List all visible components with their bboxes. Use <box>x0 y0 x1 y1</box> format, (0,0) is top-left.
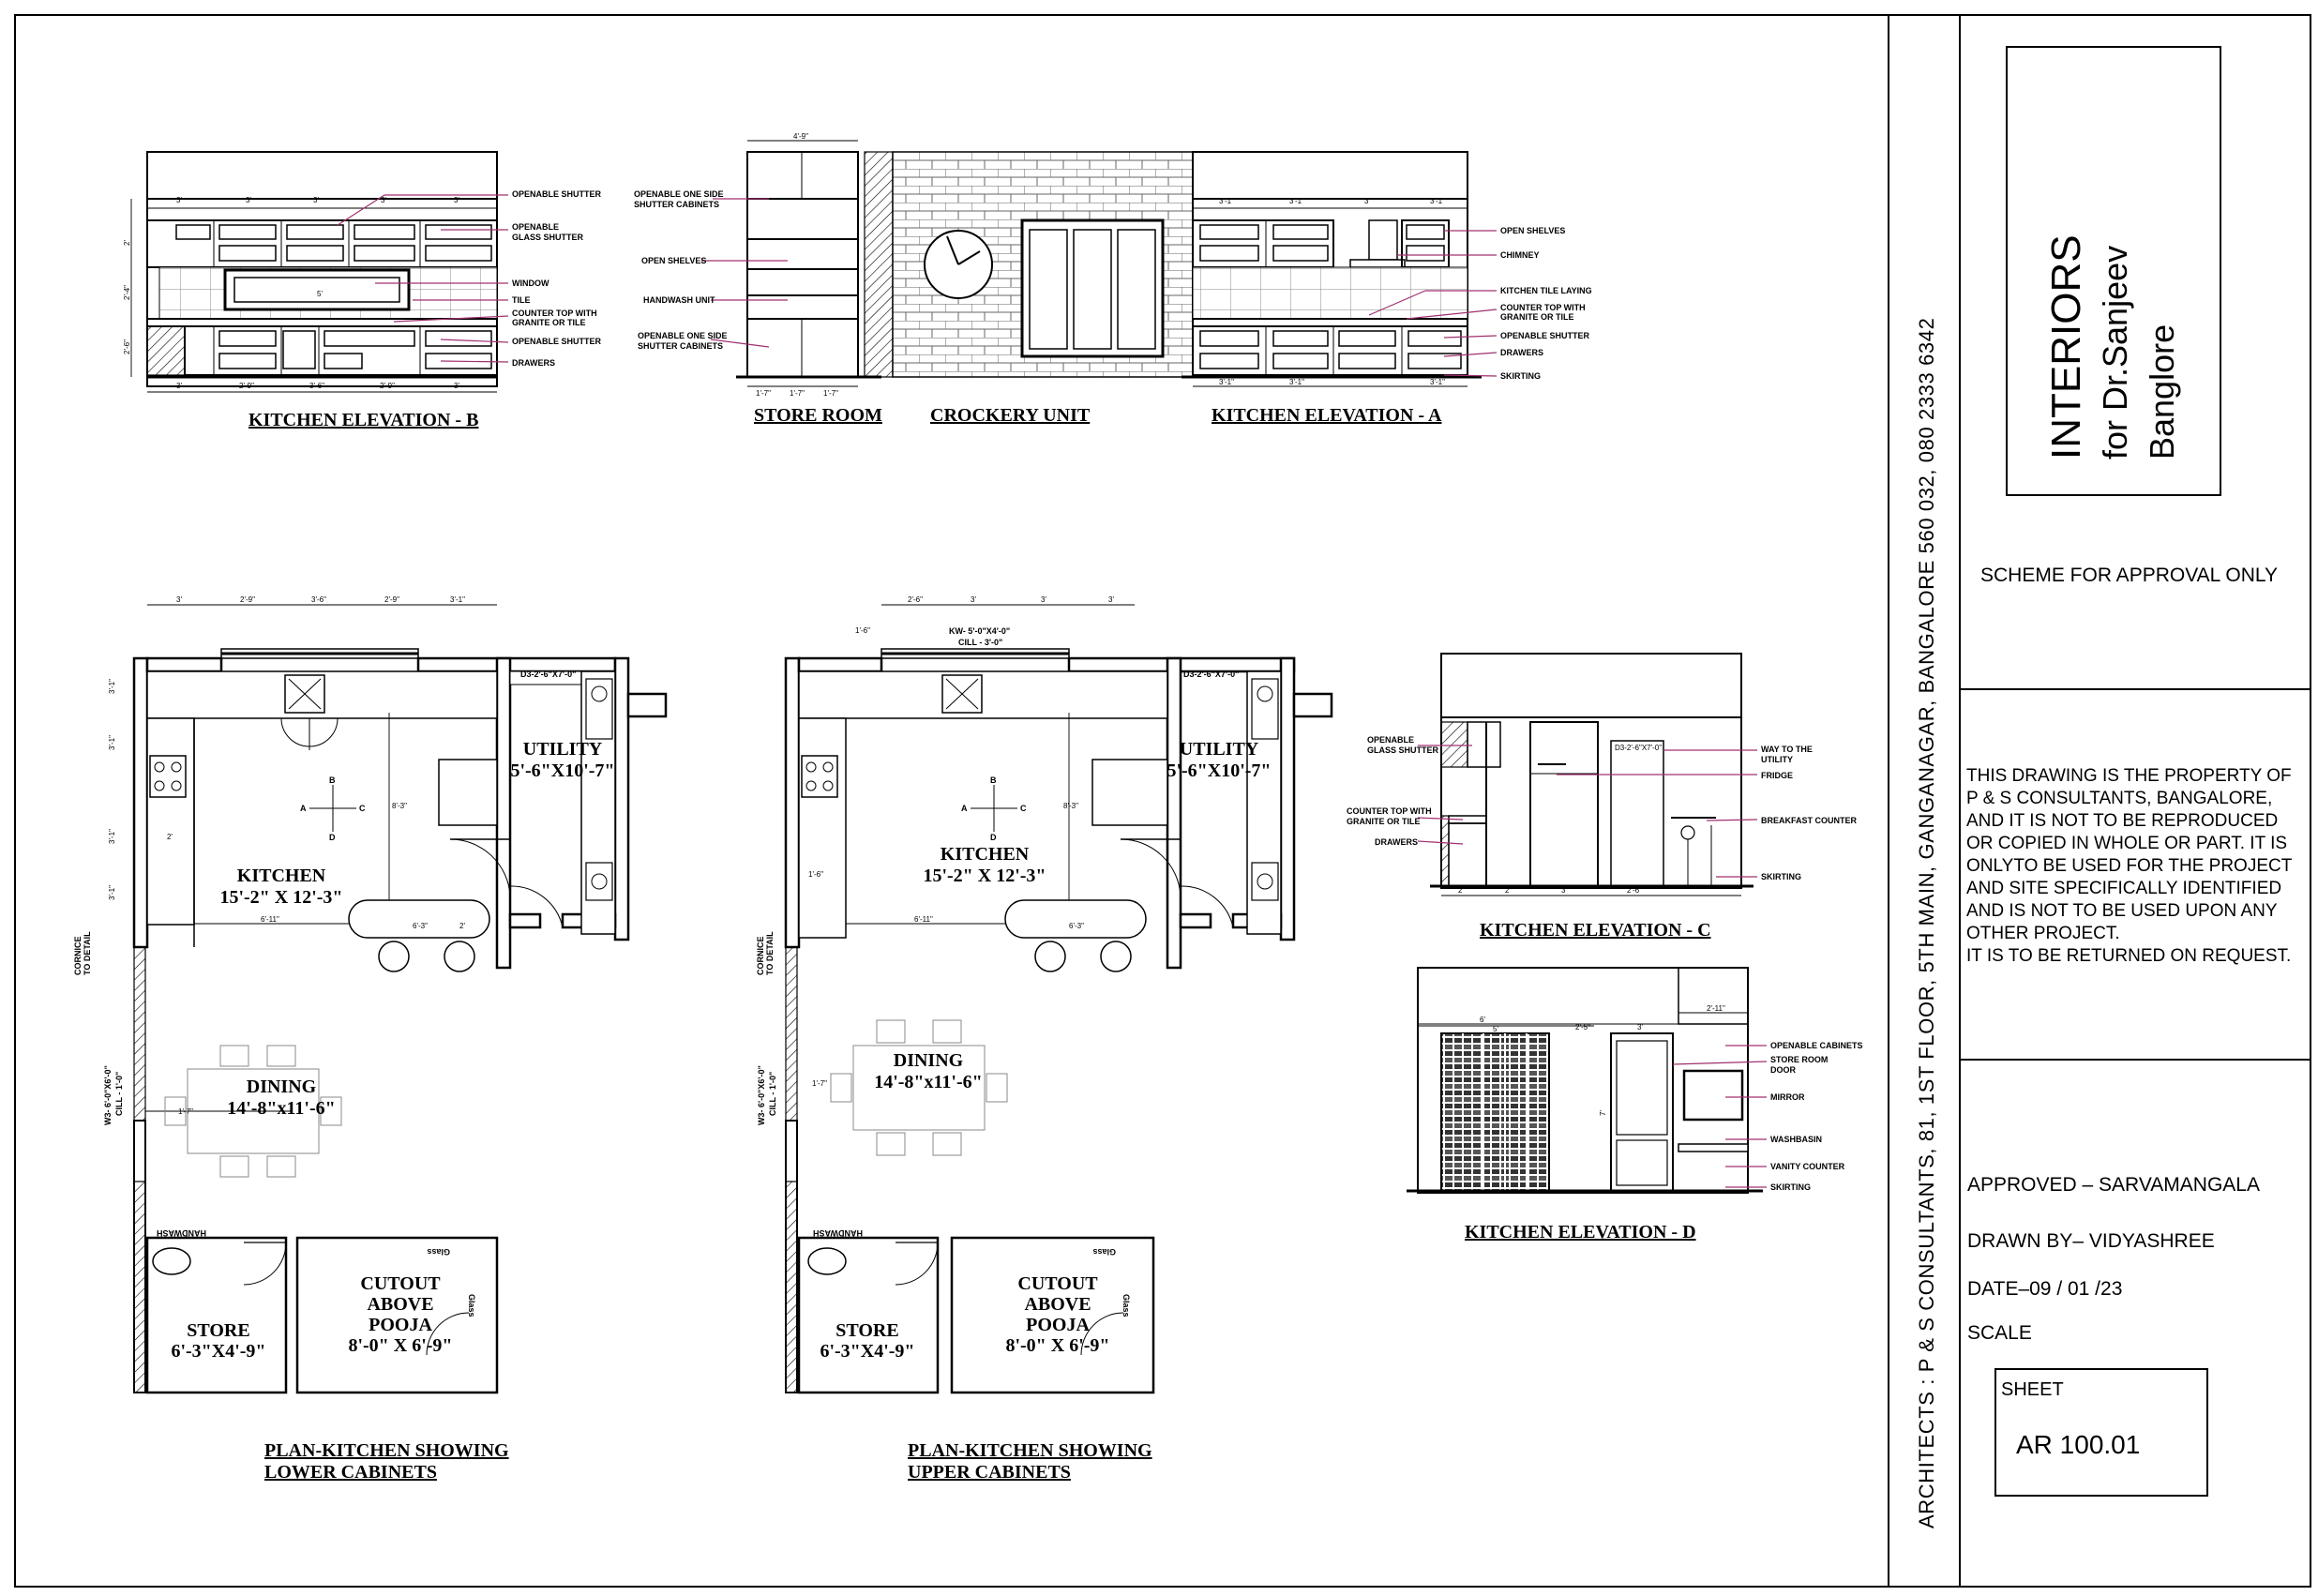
svg-text:P & S CONSULTANTS, BANGALORE,: P & S CONSULTANTS, BANGALORE, <box>1966 789 2273 808</box>
svg-text:Glass: Glass <box>1092 1247 1116 1257</box>
svg-text:D3-2'-6"X7'-0": D3-2'-6"X7'-0" <box>1615 744 1663 752</box>
client-city: Banglore <box>2143 324 2181 459</box>
svg-text:B: B <box>990 775 997 785</box>
svg-text:OPEN SHELVES: OPEN SHELVES <box>641 256 707 265</box>
svg-text:2'-9": 2'-9" <box>239 382 254 390</box>
svg-text:SHUTTER CABINETS: SHUTTER CABINETS <box>634 200 720 209</box>
svg-text:AND IS NOT TO BE USED UPON ANY: AND IS NOT TO BE USED UPON ANY <box>1966 901 2278 921</box>
store-room-elevation <box>634 132 882 426</box>
svg-text:2': 2' <box>459 922 465 930</box>
svg-text:2'-5": 2'-5" <box>1575 1023 1590 1031</box>
svg-text:3': 3' <box>454 382 459 390</box>
project-title: INTERIORS <box>2043 234 2089 459</box>
svg-text:OPENABLE: OPENABLE <box>1367 735 1415 745</box>
svg-text:DRAWERS: DRAWERS <box>512 358 556 368</box>
svg-text:FRIDGE: FRIDGE <box>1761 771 1794 780</box>
svg-text:3'-1": 3'-1" <box>450 595 465 604</box>
svg-text:6'-11": 6'-11" <box>261 915 279 924</box>
sheet-label: SHEET <box>2001 1379 2064 1400</box>
svg-text:DINING: DINING <box>246 1077 317 1097</box>
svg-text:STORE: STORE <box>187 1320 250 1341</box>
svg-text:TILE: TILE <box>512 295 531 305</box>
svg-text:3'-1": 3'-1" <box>1219 378 1234 386</box>
svg-text:OPENABLE ONE SIDE: OPENABLE ONE SIDE <box>634 189 724 199</box>
svg-text:ONLYTO BE USED FOR THE PROJECT: ONLYTO BE USED FOR THE PROJECT <box>1966 856 2293 876</box>
svg-text:C: C <box>359 804 366 813</box>
svg-text:6'-3"X4'-9": 6'-3"X4'-9" <box>820 1341 915 1362</box>
svg-text:THIS DRAWING IS THE PROPERTY O: THIS DRAWING IS THE PROPERTY OF <box>1966 766 2292 786</box>
svg-text:CILL - 1'-0": CILL - 1'-0" <box>768 1071 777 1116</box>
svg-text:OR COPIED IN WHOLE OR PART. IT: OR COPIED IN WHOLE OR PART. IT IS <box>1966 834 2288 853</box>
svg-text:WASHBASIN: WASHBASIN <box>1770 1135 1823 1144</box>
crockery-unit-title: CROCKERY UNIT <box>930 405 1091 426</box>
svg-text:1'-7": 1'-7" <box>756 389 771 398</box>
svg-text:15'-2" X 12'-3": 15'-2" X 12'-3" <box>923 866 1046 886</box>
svg-text:STORE ROOM: STORE ROOM <box>1770 1055 1829 1064</box>
svg-text:HANDWASH: HANDWASH <box>813 1228 863 1238</box>
svg-text:3': 3' <box>971 595 976 604</box>
svg-text:3'-6": 3'-6" <box>309 382 324 390</box>
svg-text:UTILITY: UTILITY <box>1761 755 1793 764</box>
svg-text:2'-9": 2'-9" <box>240 595 255 604</box>
svg-text:OPENABLE: OPENABLE <box>512 222 560 232</box>
svg-text:3': 3' <box>313 196 319 204</box>
svg-text:2': 2' <box>1505 886 1511 895</box>
svg-text:GLASS SHUTTER: GLASS SHUTTER <box>1367 745 1439 755</box>
architects-strip: ARCHITECTS : P & S CONSULTANTS, 81, 1ST FLOOR, 5TH MAIN, GANGANAGAR, BANGALORE 560 032, 080 2333 6342 <box>1915 317 1938 1528</box>
svg-text:CUTOUT: CUTOUT <box>1017 1273 1098 1294</box>
drawing-date: DATE–09 / 01 /23 <box>1967 1278 2123 1300</box>
svg-text:ABOVE: ABOVE <box>367 1294 434 1315</box>
svg-text:15'-2" X 12'-3": 15'-2" X 12'-3" <box>219 887 343 908</box>
svg-text:8'-0" X 6'-9": 8'-0" X 6'-9" <box>1005 1335 1110 1356</box>
svg-text:6'-3"X4'-9": 6'-3"X4'-9" <box>171 1341 266 1362</box>
svg-text:WINDOW: WINDOW <box>512 279 549 288</box>
svg-text:1'-6": 1'-6" <box>855 626 870 635</box>
crockery-unit-elevation <box>865 152 1193 426</box>
svg-text:D3-2'-6"X7'-0": D3-2'-6"X7'-0" <box>1183 670 1240 679</box>
svg-text:W3- 6'-0"X6'-0": W3- 6'-0"X6'-0" <box>757 1065 766 1125</box>
svg-text:3'-1": 3'-1" <box>108 885 116 900</box>
svg-text:CUTOUT: CUTOUT <box>360 1273 441 1294</box>
elevation-d-title: KITCHEN ELEVATION - D <box>1465 1222 1696 1242</box>
svg-text:3': 3' <box>1108 595 1114 604</box>
elevation-a-title: KITCHEN ELEVATION - A <box>1212 405 1442 426</box>
kitchen-elevation-c <box>1347 654 1858 941</box>
svg-text:GLASS SHUTTER: GLASS SHUTTER <box>512 233 584 242</box>
svg-text:Glass: Glass <box>427 1247 450 1257</box>
svg-text:B: B <box>329 775 336 785</box>
approved-by: APPROVED – SARVAMANGALA <box>1967 1174 2260 1196</box>
svg-text:HANDWASH UNIT: HANDWASH UNIT <box>643 295 715 305</box>
svg-text:D: D <box>990 833 997 842</box>
plan-lower-cabinets <box>73 595 666 1483</box>
kitchen-elevation-a <box>1182 152 1592 426</box>
svg-text:TO DETAIL: TO DETAIL <box>765 931 775 975</box>
svg-text:3'-1": 3'-1" <box>108 735 116 750</box>
svg-text:3'-1": 3'-1" <box>1430 197 1445 205</box>
svg-text:LOWER CABINETS: LOWER CABINETS <box>264 1462 437 1483</box>
svg-text:TO DETAIL: TO DETAIL <box>83 931 92 975</box>
svg-text:OPENABLE SHUTTER: OPENABLE SHUTTER <box>512 189 602 199</box>
svg-text:2': 2' <box>1458 886 1464 895</box>
svg-text:1'-6": 1'-6" <box>808 870 823 879</box>
svg-text:UTILITY: UTILITY <box>522 739 603 760</box>
svg-text:14'-8"x11'-6": 14'-8"x11'-6" <box>227 1098 336 1119</box>
svg-text:CHIMNEY: CHIMNEY <box>1500 250 1540 260</box>
svg-text:STORE: STORE <box>835 1320 899 1341</box>
svg-text:DRAWERS: DRAWERS <box>1375 837 1419 847</box>
svg-text:SKIRTING: SKIRTING <box>1761 872 1802 881</box>
plan-upper-cabinets <box>756 595 1332 1483</box>
svg-text:3': 3' <box>176 595 182 604</box>
property-note <box>1966 766 2293 966</box>
svg-text:6'-3": 6'-3" <box>1069 922 1084 930</box>
svg-text:1'-7": 1'-7" <box>178 1107 193 1116</box>
svg-text:1'-7": 1'-7" <box>812 1079 827 1088</box>
svg-text:VANITY COUNTER: VANITY COUNTER <box>1770 1162 1845 1171</box>
svg-text:BREAKFAST COUNTER: BREAKFAST COUNTER <box>1761 816 1858 825</box>
sheet-number: AR 100.01 <box>2016 1430 2141 1459</box>
svg-text:8'-3": 8'-3" <box>1063 802 1078 810</box>
svg-text:2'-9": 2'-9" <box>384 595 399 604</box>
svg-text:KITCHEN: KITCHEN <box>236 866 326 886</box>
svg-text:2'-6": 2'-6" <box>1627 886 1642 895</box>
svg-text:KW- 5'-0"X4'-0": KW- 5'-0"X4'-0" <box>949 626 1011 636</box>
svg-text:IT IS TO BE RETURNED ON REQUES: IT IS TO BE RETURNED ON REQUEST. <box>1966 946 2292 966</box>
svg-text:OPEN SHELVES: OPEN SHELVES <box>1500 226 1566 235</box>
svg-text:Glass: Glass <box>1121 1294 1131 1317</box>
scheme-note: SCHEME FOR APPROVAL ONLY <box>1980 565 2279 586</box>
svg-text:3': 3' <box>176 382 182 390</box>
svg-text:CORNICE: CORNICE <box>756 936 765 975</box>
svg-text:DINING: DINING <box>893 1050 964 1071</box>
svg-text:3': 3' <box>381 196 386 204</box>
svg-text:6'-3": 6'-3" <box>413 922 428 930</box>
svg-text:GRANITE OR TILE: GRANITE OR TILE <box>512 318 586 327</box>
svg-text:2'-4": 2'-4" <box>123 285 131 300</box>
svg-text:5': 5' <box>317 290 323 298</box>
svg-text:14'-8"x11'-6": 14'-8"x11'-6" <box>874 1072 983 1092</box>
svg-text:KITCHEN TILE LAYING: KITCHEN TILE LAYING <box>1500 286 1592 295</box>
drawn-by: DRAWN BY– VIDYASHREE <box>1967 1230 2215 1252</box>
svg-text:UPPER CABINETS: UPPER CABINETS <box>908 1462 1071 1483</box>
svg-text:PLAN-KITCHEN SHOWING: PLAN-KITCHEN SHOWING <box>908 1440 1152 1461</box>
svg-text:A: A <box>300 804 307 813</box>
client-name: for Dr.Sanjeev <box>2096 245 2134 459</box>
svg-text:SHUTTER CABINETS: SHUTTER CABINETS <box>638 341 724 351</box>
svg-text:3'-1": 3'-1" <box>1219 197 1234 205</box>
svg-text:1'-7": 1'-7" <box>790 389 805 398</box>
svg-text:C: C <box>1020 804 1027 813</box>
svg-text:3': 3' <box>1637 1023 1643 1031</box>
svg-text:MIRROR: MIRROR <box>1770 1092 1805 1102</box>
svg-text:2'-11": 2'-11" <box>1707 1004 1725 1013</box>
elevation-c-title: KITCHEN ELEVATION - C <box>1480 920 1711 941</box>
svg-text:3'-1": 3'-1" <box>1289 197 1304 205</box>
svg-text:3': 3' <box>246 196 251 204</box>
elevation-b-title: KITCHEN ELEVATION - B <box>248 410 479 430</box>
svg-text:HANDWASH: HANDWASH <box>157 1228 206 1238</box>
svg-text:D: D <box>329 833 336 842</box>
svg-text:AND SITE SPECIFICALLY IDENTIFI: AND SITE SPECIFICALLY IDENTIFIED <box>1966 879 2282 898</box>
svg-text:Glass: Glass <box>467 1294 476 1317</box>
svg-text:2'-9": 2'-9" <box>380 382 395 390</box>
svg-text:D3-2'-6"X7'-0": D3-2'-6"X7'-0" <box>520 670 577 679</box>
svg-text:3': 3' <box>1561 886 1567 895</box>
svg-text:8'-0" X 6'-9": 8'-0" X 6'-9" <box>348 1335 453 1356</box>
svg-text:ABOVE: ABOVE <box>1024 1294 1091 1315</box>
svg-text:3'-6": 3'-6" <box>311 595 326 604</box>
svg-text:4'-9": 4'-9" <box>793 132 808 141</box>
svg-text:COUNTER TOP WITH: COUNTER TOP WITH <box>1347 806 1432 816</box>
svg-text:DRAWERS: DRAWERS <box>1500 348 1544 357</box>
svg-text:AND IT IS NOT TO BE REPRODUCED: AND IT IS NOT TO BE REPRODUCED <box>1966 811 2279 831</box>
svg-text:5'-6"X10'-7": 5'-6"X10'-7" <box>510 760 615 781</box>
scale-label: SCALE <box>1967 1322 2032 1344</box>
svg-text:WAY TO THE: WAY TO THE <box>1761 745 1813 754</box>
svg-text:3': 3' <box>1364 197 1370 205</box>
svg-text:GRANITE OR TILE: GRANITE OR TILE <box>1347 817 1421 826</box>
svg-text:7': 7' <box>1599 1110 1607 1116</box>
svg-text:5': 5' <box>1493 1025 1498 1033</box>
kitchen-elevation-d <box>1407 968 1863 1242</box>
svg-text:CILL - 3'-0": CILL - 3'-0" <box>958 638 1003 647</box>
svg-text:2'-6": 2'-6" <box>908 595 923 604</box>
store-room-title: STORE ROOM <box>754 405 882 426</box>
svg-text:PLAN-KITCHEN SHOWING: PLAN-KITCHEN SHOWING <box>264 1440 509 1461</box>
svg-text:OPENABLE CABINETS: OPENABLE CABINETS <box>1770 1041 1863 1050</box>
svg-text:1'-7": 1'-7" <box>823 389 838 398</box>
svg-text:OPENABLE SHUTTER: OPENABLE SHUTTER <box>512 337 602 346</box>
svg-text:W3- 6'-0"X6'-0": W3- 6'-0"X6'-0" <box>103 1065 113 1125</box>
svg-text:OPENABLE ONE SIDE: OPENABLE ONE SIDE <box>638 331 728 340</box>
svg-text:3'-1": 3'-1" <box>108 679 116 694</box>
svg-text:3'-1": 3'-1" <box>108 829 116 844</box>
svg-text:DOOR: DOOR <box>1770 1065 1796 1075</box>
kitchen-elevation-b <box>123 152 602 430</box>
svg-text:2': 2' <box>123 240 131 246</box>
svg-text:POOJA: POOJA <box>1026 1315 1090 1335</box>
svg-text:POOJA: POOJA <box>369 1315 432 1335</box>
svg-text:OPENABLE SHUTTER: OPENABLE SHUTTER <box>1500 331 1590 340</box>
svg-text:2': 2' <box>167 833 173 841</box>
svg-text:3': 3' <box>454 196 459 204</box>
svg-text:8'-3": 8'-3" <box>392 802 407 810</box>
svg-text:GRANITE OR TILE: GRANITE OR TILE <box>1500 312 1574 322</box>
svg-text:6'-11": 6'-11" <box>914 915 933 924</box>
svg-text:SKIRTING: SKIRTING <box>1770 1182 1812 1192</box>
svg-text:SKIRTING: SKIRTING <box>1500 371 1542 381</box>
svg-text:3'-1": 3'-1" <box>1289 378 1304 386</box>
svg-text:3': 3' <box>1041 595 1046 604</box>
svg-text:6': 6' <box>1480 1016 1485 1024</box>
svg-text:KITCHEN: KITCHEN <box>940 844 1030 865</box>
svg-text:A: A <box>961 804 968 813</box>
svg-text:COUNTER TOP WITH: COUNTER TOP WITH <box>512 309 597 318</box>
svg-text:UTILITY: UTILITY <box>1179 739 1259 760</box>
svg-text:2'-6": 2'-6" <box>123 339 131 354</box>
svg-text:OTHER PROJECT.: OTHER PROJECT. <box>1966 924 2120 943</box>
svg-text:5'-6"X10'-7": 5'-6"X10'-7" <box>1167 760 1272 781</box>
svg-text:COUNTER TOP WITH: COUNTER TOP WITH <box>1500 303 1586 312</box>
svg-text:CILL - 1'-0": CILL - 1'-0" <box>114 1071 124 1116</box>
svg-text:3': 3' <box>176 196 182 204</box>
svg-text:CORNICE: CORNICE <box>73 936 83 975</box>
svg-text:3'-1": 3'-1" <box>1430 378 1445 386</box>
